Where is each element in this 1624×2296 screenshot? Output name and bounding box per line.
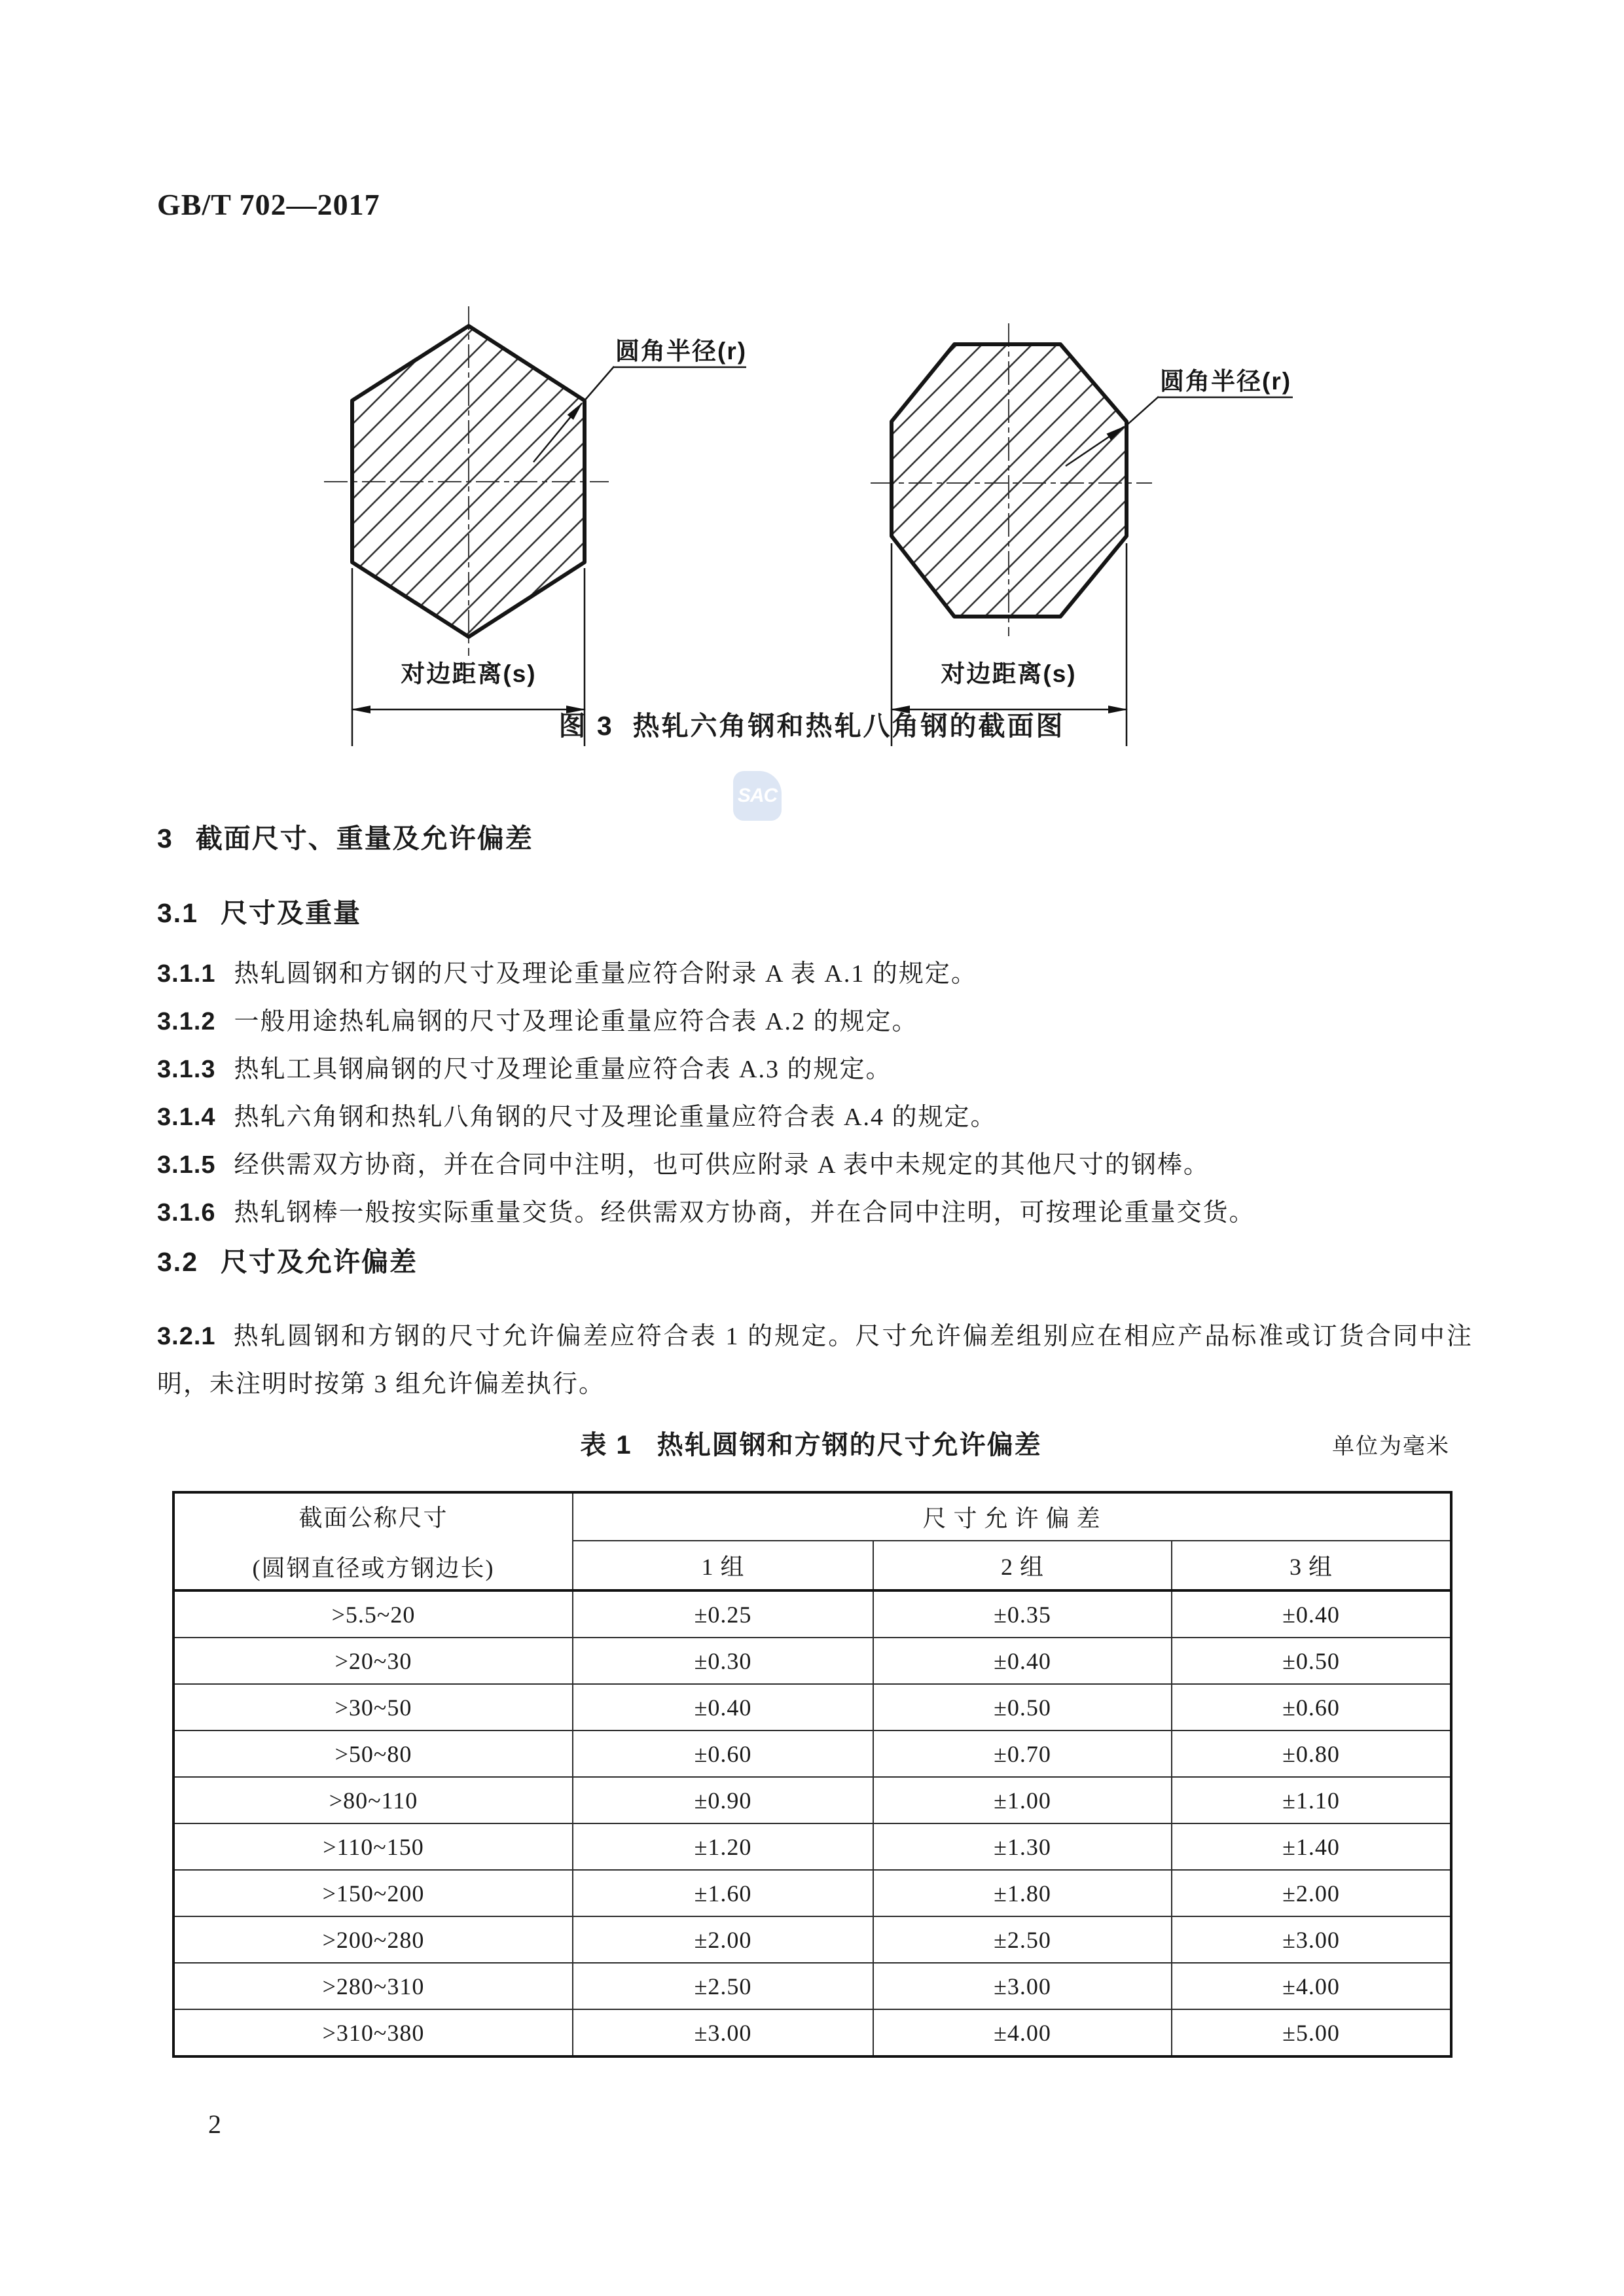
cell-size: >80~110: [173, 1777, 573, 1823]
cell-size: >110~150: [173, 1823, 573, 1870]
section-3-heading: [157, 822, 533, 855]
octagon-radius-leader-line: [1128, 397, 1159, 424]
clause-number: 3.1.1: [157, 960, 216, 988]
col-header-group-3: 3 组: [1172, 1541, 1451, 1590]
cell-g3: ±1.10: [1172, 1777, 1451, 1823]
cell-g3: ±3.00: [1172, 1916, 1451, 1963]
table-row: [173, 1916, 1451, 1963]
cell-size: >200~280: [173, 1916, 573, 1963]
table-header-row-1: [173, 1492, 1451, 1541]
cell-g3: ±1.40: [1172, 1823, 1451, 1870]
table-row: [173, 1731, 1451, 1777]
col-header-group-2: 2 组: [873, 1541, 1172, 1590]
cell-g2: ±1.80: [873, 1870, 1172, 1916]
clause-text: 热轧工具钢扁钢的尺寸及理论重量应符合表 A.3 的规定。: [234, 1056, 892, 1083]
hexagon-radius-label: 圆角半径(r): [615, 338, 748, 365]
cell-g1: ±0.60: [573, 1731, 873, 1777]
sac-watermark: [733, 771, 782, 821]
cell-g3: ±0.50: [1172, 1638, 1451, 1684]
cell-g2: ±3.00: [873, 1963, 1172, 2009]
cell-size: >310~380: [173, 2009, 573, 2056]
cell-g3: ±0.40: [1172, 1590, 1451, 1638]
cell-g1: ±0.40: [573, 1684, 873, 1731]
col-header-line2: (圆钢直径或方钢边长): [252, 1555, 495, 1581]
cell-g3: ±0.60: [1172, 1684, 1451, 1731]
hexagon-outline: [352, 326, 585, 637]
section-3-number: 3: [157, 823, 173, 853]
standard-number: GB/T 702—2017: [157, 188, 380, 221]
cell-g2: ±0.70: [873, 1731, 1172, 1777]
octagon-radius-label: 圆角半径(r): [1160, 368, 1292, 395]
cell-g1: ±1.20: [573, 1823, 873, 1870]
clause-3-1-3: [157, 1054, 1473, 1085]
cell-g3: ±4.00: [1172, 1963, 1451, 2009]
table-row: [173, 1684, 1451, 1731]
cell-g1: ±0.90: [573, 1777, 873, 1823]
table-row: [173, 2009, 1451, 2056]
section-3-2-number: 3.2: [157, 1247, 198, 1277]
cell-g1: ±0.30: [573, 1638, 873, 1684]
clause-text: 一般用途热轧扁钢的尺寸及理论重量应符合表 A.2 的规定。: [234, 1008, 918, 1035]
figure-3-caption: 图 3 热轧六角钢和热轧八角钢的截面图: [558, 711, 1065, 741]
col-header-tolerance-span: 尺 寸 允 许 偏 差: [573, 1492, 1451, 1541]
hexagon-radius-leader-line: [585, 367, 614, 401]
cell-size: >30~50: [173, 1684, 573, 1731]
col-header-nominal-size: [173, 1492, 573, 1590]
cell-g1: ±1.60: [573, 1870, 873, 1916]
clause-text: 热轧圆钢和方钢的尺寸及理论重量应符合附录 A 表 A.1 的规定。: [234, 960, 977, 988]
octagon-cross-section: [871, 323, 1293, 746]
table-row: [173, 1638, 1451, 1684]
hexagon-flats-label: 对边距离(s): [401, 660, 537, 687]
cell-size: >280~310: [173, 1963, 573, 2009]
clause-number: 3.1.5: [157, 1151, 216, 1179]
col-header-line1: 截面公称尺寸: [298, 1505, 448, 1531]
section-3-2-title: 尺寸及允许偏差: [221, 1247, 418, 1277]
clause-number: 3.1.6: [157, 1199, 216, 1227]
cell-g2: ±1.30: [873, 1823, 1172, 1870]
octagon-outline: [892, 344, 1127, 617]
hexagon-cross-section: [324, 306, 747, 746]
table-1-unit-note: 单位为毫米: [1332, 1435, 1450, 1459]
cell-size: >20~30: [173, 1638, 573, 1684]
table-row: [173, 1870, 1451, 1916]
clause-text: 经供需双方协商，并在合同中注明，也可供应附录 A 表中未规定的其他尺寸的钢棒。: [234, 1151, 1210, 1179]
cell-g1: ±2.00: [573, 1916, 873, 1963]
table-1-title: 热轧圆钢和方钢的尺寸允许偏差: [657, 1431, 1042, 1460]
table-row: [173, 1777, 1451, 1823]
table-1-title-row: [172, 1424, 1450, 1460]
clause-text: 热轧六角钢和热轧八角钢的尺寸及理论重量应符合表 A.4 的规定。: [234, 1103, 997, 1131]
col-header-group-1: 1 组: [573, 1541, 873, 1590]
clause-number: 3.1.3: [157, 1056, 216, 1083]
clause-3-1-5: [157, 1149, 1473, 1181]
table-row: [173, 1590, 1451, 1638]
section-3-2-heading: [157, 1246, 418, 1278]
section-3-1-heading: [157, 897, 361, 929]
clause-number: 3.1.4: [157, 1103, 216, 1131]
cell-g2: ±0.50: [873, 1684, 1172, 1731]
clause-number: 3.2.1: [157, 1323, 216, 1350]
cell-g1: ±2.50: [573, 1963, 873, 2009]
section-3-title: 截面尺寸、重量及允许偏差: [195, 823, 533, 853]
cell-g3: ±2.00: [1172, 1870, 1451, 1916]
clause-3-1-4: [157, 1102, 1473, 1133]
cell-g1: ±3.00: [573, 2009, 873, 2056]
section-3-1-number: 3.1: [157, 898, 198, 928]
clause-number: 3.1.2: [157, 1008, 216, 1035]
cell-g3: ±0.80: [1172, 1731, 1451, 1777]
figure-3-diagrams: [262, 295, 1375, 759]
clause-3-1-1: [157, 958, 1473, 990]
table-row: [173, 1963, 1451, 2009]
cell-g3: ±5.00: [1172, 2009, 1451, 2056]
table-1: [172, 1491, 1453, 2058]
cell-g2: ±0.40: [873, 1638, 1172, 1684]
clause-text: 热轧圆钢和方钢的尺寸允许偏差应符合表 1 的规定。尺寸允许偏差组别应在相应产品标准或订货合同中注明，未注明时按第 3 组允许偏差执行。: [157, 1323, 1473, 1398]
clause-3-1-2: [157, 1006, 1473, 1037]
sac-watermark-text: SAC: [737, 785, 778, 806]
page-number: 2: [208, 2109, 221, 2139]
table-row: [173, 1823, 1451, 1870]
cell-g2: ±1.00: [873, 1777, 1172, 1823]
table-1-label: 表 1: [580, 1431, 632, 1460]
cell-g2: ±0.35: [873, 1590, 1172, 1638]
section-3-1-title: 尺寸及重量: [221, 898, 361, 928]
cell-size: >50~80: [173, 1731, 573, 1777]
cell-size: >150~200: [173, 1870, 573, 1916]
cell-g2: ±2.50: [873, 1916, 1172, 1963]
cell-g2: ±4.00: [873, 2009, 1172, 2056]
cell-g1: ±0.25: [573, 1590, 873, 1638]
clause-text: 热轧钢棒一般按实际重量交货。经供需双方协商，并在合同中注明，可按理论重量交货。: [234, 1199, 1255, 1227]
clause-3-1-6: [157, 1197, 1473, 1229]
cell-size: >5.5~20: [173, 1590, 573, 1638]
clause-3-2-1: [157, 1313, 1473, 1408]
octagon-flats-label: 对边距离(s): [941, 660, 1077, 687]
